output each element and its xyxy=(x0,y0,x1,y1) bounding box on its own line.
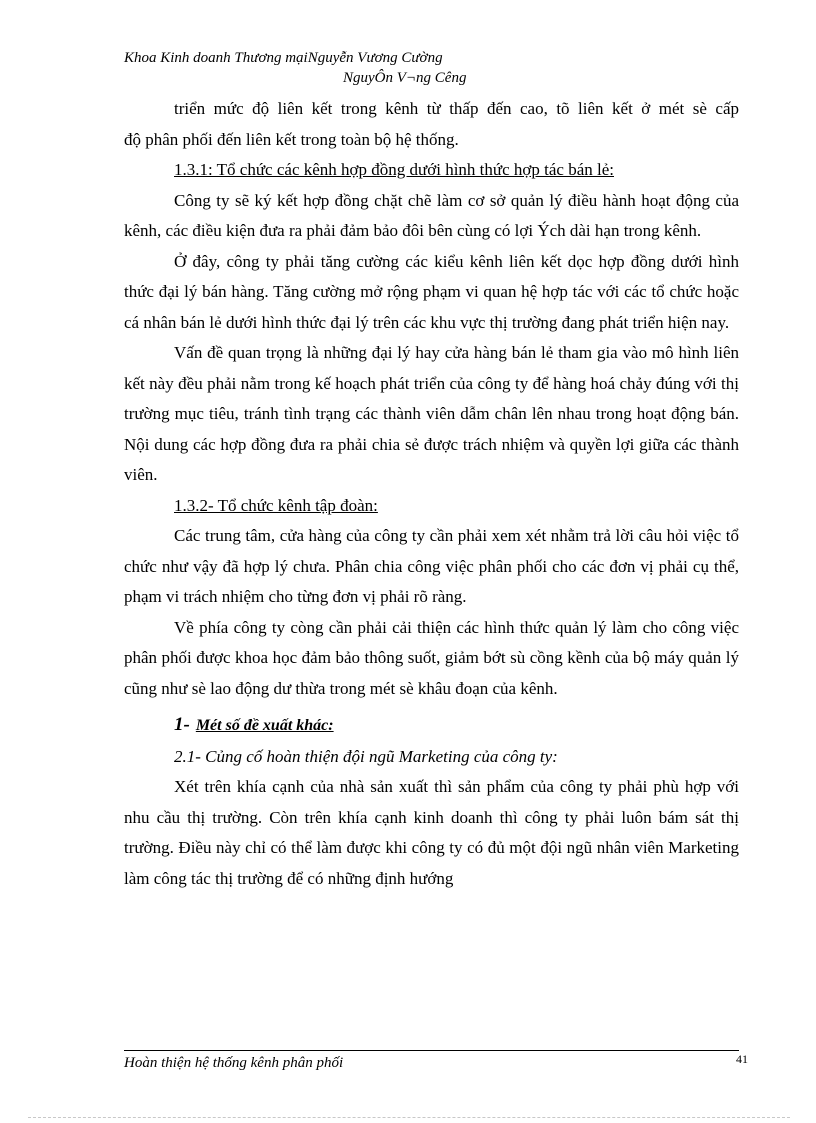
header-line-2: NguyÔn V¬ng Cêng xyxy=(343,70,467,86)
intro-paragraph-line-2: độ phân phối đến liên kết trong toàn bộ hệ thống. xyxy=(124,129,459,149)
section-title: Mét số đề xuất khác: xyxy=(195,717,334,734)
subheading-1-3-2 xyxy=(124,491,739,522)
subheading-1-3-1 xyxy=(124,155,739,186)
paragraph-agency: Ở đây, công ty phải tăng cường các kiểu kênh liên kết dọc hợp đồng dưới hình thức đại lý bán hàng. Tăng cường mở rộng phạm vi quan hệ hợp tác với các tổ chức hoặc cá nhân bán lẻ dưới hình thức đại lý trên các khu vực thị trường đang phát triển hiện nay. xyxy=(124,251,739,332)
section-number: 1- xyxy=(174,714,190,735)
footer-divider xyxy=(124,1050,739,1051)
footer-title: Hoàn thiện hệ thống kênh phân phối xyxy=(124,1055,344,1071)
document-body xyxy=(124,94,739,894)
paragraph-marketing: Xét trên khía cạnh của nhà sản xuất thì sản phẩm của công ty phải phù hợp với nhu cầu thị trường. Còn trên khía cạnh kinh doanh thì công ty phải luôn bám sát thị trường. Điều này chỉ có thể làm được khi công ty có đủ một đội ngũ nhân viên Marketing làm công tác thị trường để có những định hướng xyxy=(124,777,739,888)
page-number: 41 xyxy=(736,1052,748,1066)
paragraph-management: Về phía công ty còng cần phải cải thiện các hình thức quản lý làm cho công việc phân phối được khoa học đảm bảo thông suốt, giảm bớt sù cồng kềnh của bộ máy quản lý cũng như sè lao động dư thừa trong mét sè khâu đoạn của kênh. xyxy=(124,617,739,698)
paragraph-retail-agents: Vấn đề quan trọng là những đại lý hay cửa hàng bán lẻ tham gia vào mô hình liên kết này đều phải nằm trong kế hoạch phát triển của công ty để hàng hoá chảy đúng với thị trường mục tiêu, tránh tình trạng các thành viên dẫm chân lên nhau trong hoạt động bán. Nội dung các hợp đồng đưa ra phải chia sẻ được trách nhiệm và quyền lợi giữa các thành viên. xyxy=(124,343,739,484)
header-line-1: Khoa Kinh doanh Thương mạiNguyễn Vương Cường xyxy=(124,50,443,66)
subheading-1-3-2-text: 1.3.2- Tổ chức kênh tập đoàn: xyxy=(174,495,378,515)
paragraph-contract: Công ty sẽ ký kết hợp đồng chặt chẽ làm cơ sở quản lý điều hành hoạt động của kênh, các điều kiện đưa ra phải đảm bảo đôi bên cùng có lợi Ých dài hạn trong kênh. xyxy=(124,190,739,240)
section-heading-other-proposals xyxy=(124,710,739,742)
intro-paragraph-line-1: triển mức độ liên kết trong kênh từ thấp đến cao, tõ liên kết ở mét sè cấp xyxy=(174,99,739,118)
page-bottom-edge xyxy=(28,1117,790,1118)
subheading-1-3-1-text: 1.3.1: Tổ chức các kênh hợp đồng dưới hình thức hợp tác bán lẻ: xyxy=(174,160,614,179)
paragraph-centers: Các trung tâm, cửa hàng của công ty cần phải xem xét nhằm trả lời câu hỏi việc tổ chức như vậy đã hợp lý chưa. Phân chia công việc phân phối cho các đơn vị phải cụ thể, phạm vi trách nhiệm cho từng đơn vị phải rõ ràng. xyxy=(124,526,739,606)
subheading-2-1: 2.1- Củng cố hoàn thiện đội ngũ Marketing của công ty: xyxy=(174,746,558,766)
